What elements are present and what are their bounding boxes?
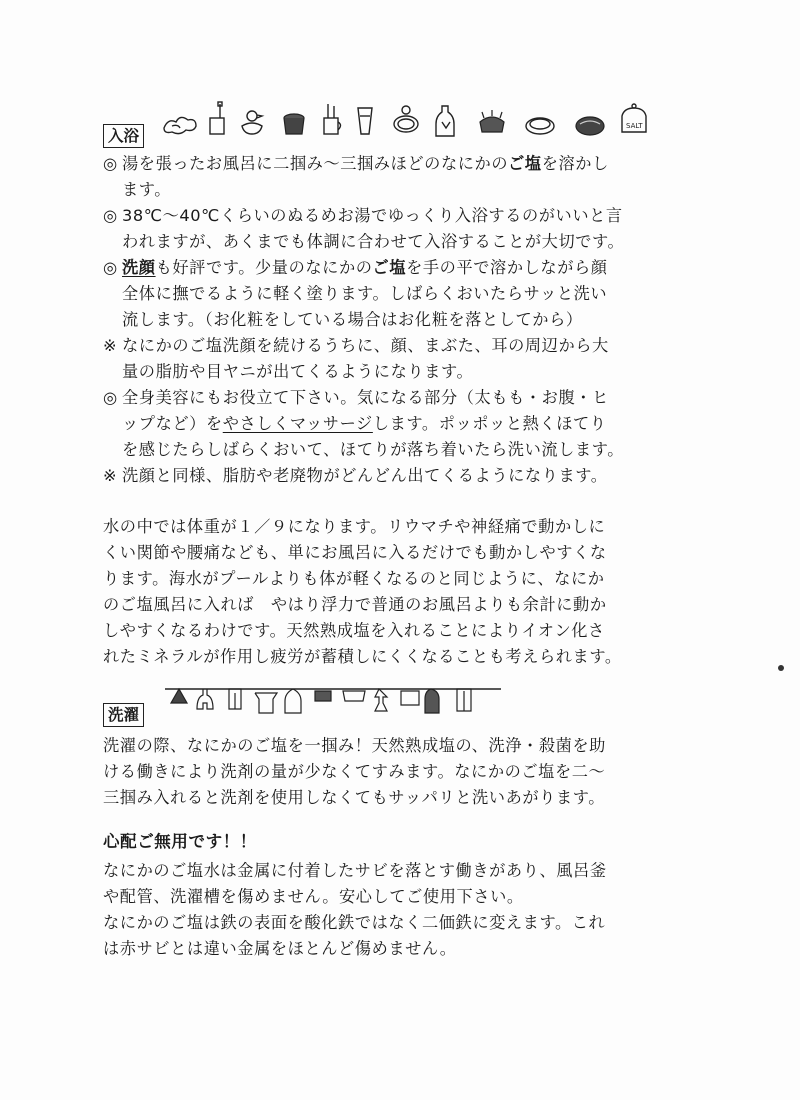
bath-item: ◎ 全身美容にもお役立て下さい。気になる部分（太もも・お腹・ヒ ップなど）をやさしくマッサージします。ポッポッと熱くほてり を感じたらしばらくおいて、ほてりが落ち着いたら洗い流します。 bbox=[103, 385, 783, 463]
section-label-laundry: 洗濯 bbox=[103, 703, 144, 727]
bath-icon-row bbox=[162, 100, 682, 142]
soap-icon bbox=[526, 118, 554, 134]
bath-item: ※ 洗顔と同様、脂肪や老廃物がどんどん出てくるようになります。 bbox=[103, 463, 783, 489]
bullet-mark: ◎ bbox=[103, 154, 118, 173]
cup-brush-icon bbox=[210, 102, 224, 134]
bath-item: ◎ 38℃～40℃くらいのぬるめお湯でゆっくり入浴するのがいいと言 われますが、あくまでも体調に合わせて入浴することが大切です。 bbox=[103, 203, 783, 255]
bath-section bbox=[103, 151, 783, 489]
mirror-icon bbox=[394, 106, 418, 132]
water-paragraph: 水の中では体重が１／９になります。リウマチや神経痛で動かしに くい関節や腰痛なども、単にお風呂に入るだけでも動かしやすくな ります。海水がプールよりも体が軽くなるのと同じように、なにか のご塩風呂に入れば やはり浮力で普通のお風呂よりも余計に動か しやすくなるわけです。天然熟成塩を入れることによりイオン化さ れたミネラルが作用し疲労が蓄積しにくくなることも考えられます。 bbox=[103, 517, 622, 666]
section-label-bath: 入浴 bbox=[103, 124, 144, 148]
bottle-icon bbox=[436, 106, 454, 136]
bullet-mark: ◎ bbox=[103, 206, 118, 225]
bullet-mark: ◎ bbox=[103, 258, 118, 277]
bath-item: ◎ 洗顔も好評です。少量のなにかのご塩を手の平で溶かしながら顔 全体に撫でるように軽く塗ります。しばらくおいたらサッと洗い 流します。（お化粧をしている場合はお化粧を落としてから） bbox=[103, 255, 783, 333]
worry-paragraph: なにかのご塩水は金属に付着したサビを落とす働きがあり、風呂釜 や配管、洗濯槽を傷めません。安心してご使用下さい。 なにかのご塩は鉄の表面を酸化鉄ではなく二価鉄に変えます。これ は赤サビとは違い金属をほとんど傷めません。 bbox=[103, 861, 607, 958]
note-mark: ※ bbox=[103, 336, 118, 355]
glass-icon bbox=[358, 108, 372, 134]
salt-pot-icon bbox=[622, 104, 646, 132]
bucket-icon bbox=[284, 114, 304, 134]
bath-item: ◎ 湯を張ったお風呂に二掴み～三掴みほどのなにかのご塩を溶かし ます。 bbox=[103, 151, 783, 203]
note-mark: ※ bbox=[103, 466, 118, 485]
scrub-brush-icon bbox=[480, 110, 504, 132]
sponge-icon bbox=[576, 117, 604, 135]
bath-item: ※ なにかのご塩洗顔を続けるうちに、顔、まぶた、耳の周辺から大 量の脂肪や目ヤニが出てくるようになります。 bbox=[103, 333, 783, 385]
duck-icon bbox=[242, 111, 262, 134]
section-title-worry: 心配ご無用です！！ bbox=[103, 832, 257, 851]
bullet-mark: ◎ bbox=[103, 388, 118, 407]
toothbrush-cup-icon bbox=[324, 104, 341, 134]
salt-pot-label: SALT bbox=[626, 122, 643, 130]
laundry-paragraph: 洗濯の際、なにかのご塩を一掴み！天然熟成塩の、洗浄・殺菌を助 ける働きにより洗剤の量が少なくてすみます。なにかのご塩を二～ 三掴み入れると洗剤を使用しなくてもサッパリと洗いあがります。 bbox=[103, 736, 606, 807]
laundry-line-icon bbox=[165, 685, 505, 725]
cloud-icon bbox=[164, 117, 196, 133]
scan-dot bbox=[778, 665, 784, 671]
